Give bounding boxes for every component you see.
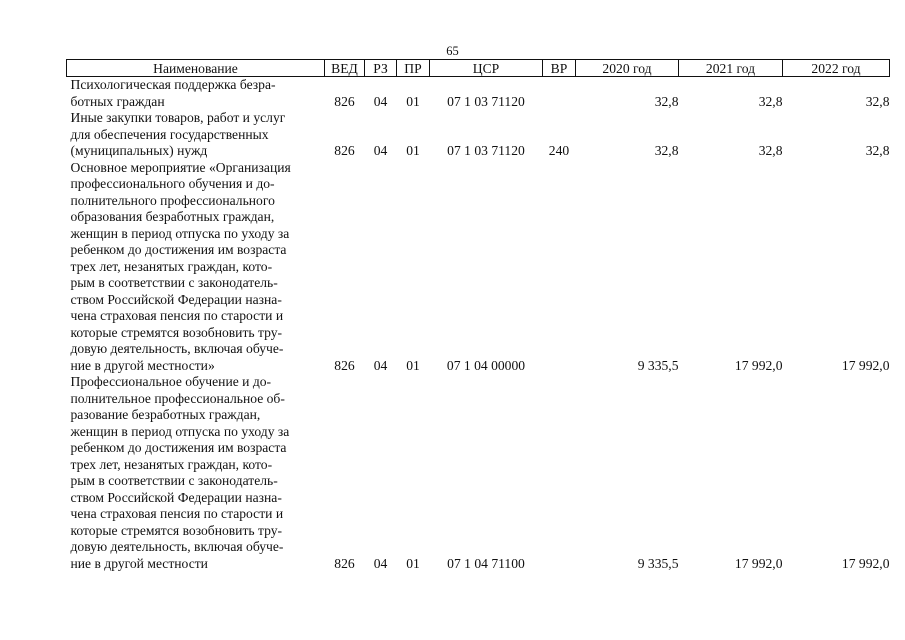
row-csr: 07 1 04 71100 <box>447 555 525 571</box>
row-ved: 826 <box>334 555 355 571</box>
row-vr <box>543 160 576 375</box>
row-name-line: которые стремятся возобновить тру- <box>70 324 283 340</box>
table-row <box>67 374 890 572</box>
row-name-line: рым в соответствии с законодатель- <box>70 275 278 290</box>
row-name-line: чена страховая пенсия по старости и <box>70 506 284 521</box>
row-2022: 32,8 <box>865 143 890 158</box>
table-row <box>67 77 890 111</box>
page-number: 65 <box>446 44 459 58</box>
row-name-line: ботных граждан <box>70 93 165 109</box>
row-vr <box>543 77 576 111</box>
table-row <box>67 110 890 160</box>
row-name-line: Иные закупки товаров, работ и услуг <box>70 110 286 125</box>
row-rz: 04 <box>373 93 388 109</box>
row-name-line: полнительного профессионального <box>70 192 275 208</box>
header-vr: ВР <box>543 60 576 77</box>
row-2021: 32,8 <box>758 93 783 109</box>
row-vr: 240 <box>548 143 570 158</box>
row-name-line: чена страховая пенсия по старости и <box>70 308 284 323</box>
row-name <box>67 374 325 572</box>
row-ved: 826 <box>334 93 355 109</box>
row-name-line: женщин в период отпуска по уходу за <box>70 225 290 241</box>
table-row <box>67 160 890 375</box>
row-2021: 17 992,0 <box>734 357 783 373</box>
row-name-line: ребенком до достижения им возраста <box>70 242 287 257</box>
header-rz: РЗ <box>365 60 397 77</box>
row-name-line: рым в соответствии с законодатель- <box>70 473 278 488</box>
row-name-line: ством Российской Федерации назна- <box>70 291 282 307</box>
header-2022: 2022 год <box>783 60 890 77</box>
row-ved: 826 <box>334 357 355 373</box>
row-name-line: трех лет, незанятых граждан, кото- <box>70 258 273 274</box>
row-name-line: ством Российской Федерации назна- <box>70 489 282 505</box>
table-header-row <box>67 60 890 77</box>
row-vr <box>543 374 576 572</box>
row-name-line: трех лет, незанятых граждан, кото- <box>70 456 273 472</box>
row-2021: 17 992,0 <box>734 555 783 571</box>
row-2020: 9 335,5 <box>637 357 679 373</box>
header-ved: ВЕД <box>325 60 365 77</box>
header-2020: 2020 год <box>576 60 679 77</box>
row-name-line: Профессиональное обучение и до- <box>70 374 272 389</box>
row-name-line: Основное мероприятие «Организация <box>70 159 291 175</box>
row-name <box>67 160 325 375</box>
row-name-line: ребенком до достижения им возраста <box>70 440 287 455</box>
row-2020: 32,8 <box>654 93 679 109</box>
header-csr: ЦСР <box>430 60 543 77</box>
row-name-line: довую деятельность, включая обуче- <box>70 341 284 356</box>
row-ved: 826 <box>334 143 355 158</box>
row-name-line: для обеспечения государственных <box>70 126 269 142</box>
header-name: Наименование <box>67 60 325 77</box>
row-name-line: женщин в период отпуска по уходу за <box>70 423 290 439</box>
header-pr: ПР <box>397 60 430 77</box>
row-name <box>67 77 325 111</box>
row-2022: 32,8 <box>865 93 890 109</box>
row-csr: 07 1 04 00000 <box>446 357 526 373</box>
row-rz: 04 <box>373 357 388 373</box>
row-csr: 07 1 03 71120 <box>447 143 525 158</box>
row-name-line: довую деятельность, включая обуче- <box>70 539 284 554</box>
row-name-line: ние в другой местности <box>70 555 208 571</box>
row-name-line: которые стремятся возобновить тру- <box>70 522 283 538</box>
row-csr: 07 1 03 71120 <box>447 93 525 109</box>
budget-table <box>66 59 890 572</box>
row-2020: 9 335,5 <box>637 555 679 571</box>
row-2022: 17 992,0 <box>841 357 890 373</box>
row-rz: 04 <box>373 555 388 571</box>
row-pr: 01 <box>406 357 420 373</box>
row-name-line: профессионального обучения и до- <box>70 176 275 191</box>
row-pr: 01 <box>406 143 420 158</box>
row-name-line: полнительное профессиональное об- <box>70 390 285 406</box>
row-name-line: (муниципальных) нужд <box>70 143 208 158</box>
row-rz: 04 <box>373 143 388 158</box>
row-name-line: ние в другой местности» <box>70 357 215 373</box>
row-name-line: образования безработных граждан, <box>70 209 275 224</box>
row-pr: 01 <box>406 555 420 571</box>
row-pr: 01 <box>406 93 420 109</box>
header-2021: 2021 год <box>679 60 783 77</box>
row-name-line: разование безработных граждан, <box>70 407 261 422</box>
row-name <box>67 110 325 160</box>
row-name-line: Психологическая поддержка безра- <box>70 77 276 92</box>
row-2021: 32,8 <box>758 143 783 158</box>
row-2022: 17 992,0 <box>841 555 890 571</box>
row-2020: 32,8 <box>654 143 679 158</box>
